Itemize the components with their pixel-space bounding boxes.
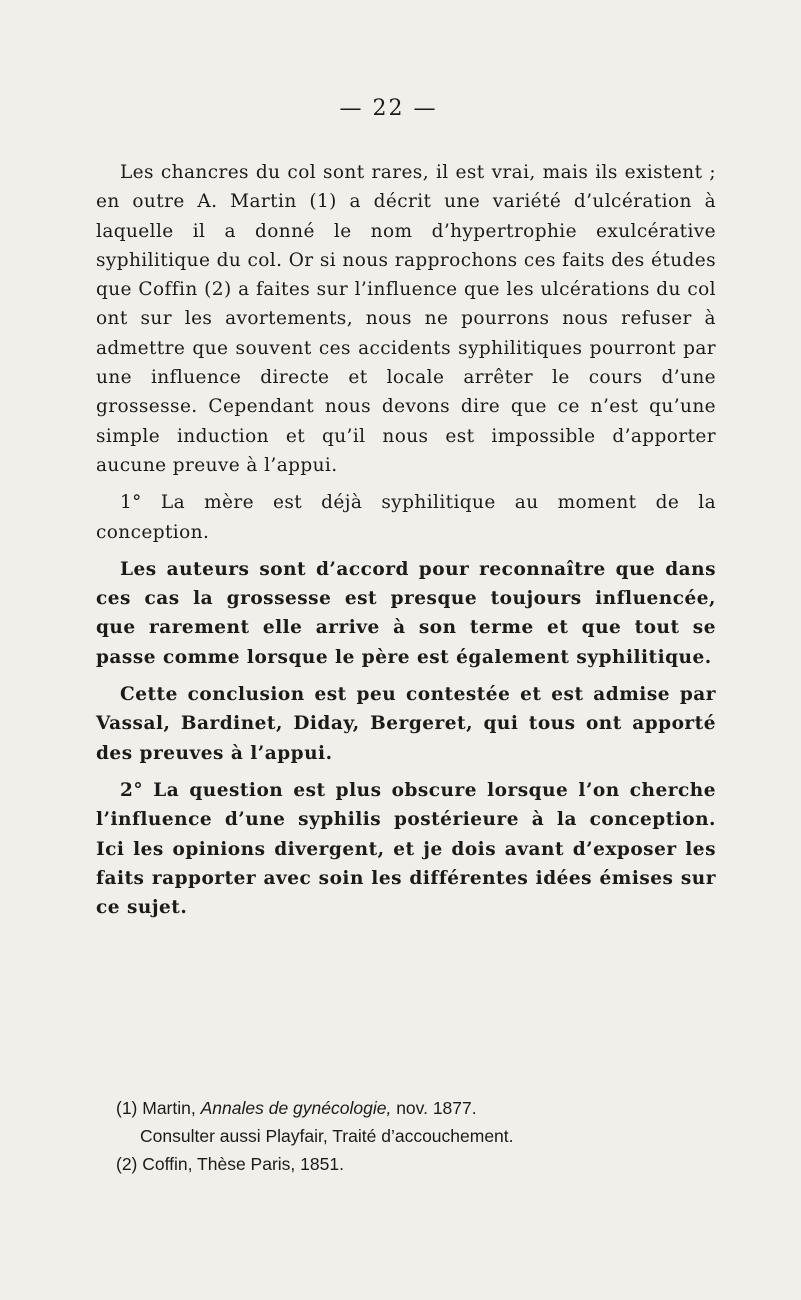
paragraph-conclusion: Cette conclusion est peu contestée et est admise par Vassal, Bardinet, Diday, Bergeret, qui tous ont apporté des preuves à l’appui.: [96, 684, 716, 764]
footnote-1-suffix: nov. 1877.: [396, 1098, 477, 1118]
body-text: [96, 158, 716, 922]
footnote-1: [116, 1094, 736, 1122]
footnote-1-journal: Annales de gynécologie,: [200, 1098, 392, 1118]
paragraph-auteurs: Les auteurs sont d’accord pour reconnaître que dans ces cas la grossesse est presque toujours influencée, que rarement elle arrive à son terme et que tout se passe comme lorsque le père est également syphilitique.: [96, 558, 716, 668]
page-number: — 22 —: [339, 96, 438, 121]
paragraph-section-1-heading: 1° La mère est déjà syphilitique au moment de la conception.: [96, 492, 716, 543]
paragraph-chancres: Les chancres du col sont rares, il est vrai, mais ils existent ; en outre A. Martin (1) a décrit une variété d’ulcération à laquelle il a donné le nom d’hypertrophie exulcérative syphilitique du col. Or si nous rapprochons ces faits des études que Coffin (2) a faites sur l’influence que les ulcérations du col ont sur les avortements, nous ne pourrons nous refuser à admettre que souvent ces accidents syphilitiques pourront par une influence directe et locale arrêter le cours d’une grossesse. Cependant nous devons dire que ce n’est qu’une simple induction et qu’il nous est impossible d’apporter aucune preuve à l’appui.: [96, 162, 716, 476]
footnote-1-prefix: (1) Martin,: [116, 1098, 196, 1118]
footnotes: [116, 1094, 736, 1178]
paragraph-section-2: 2° La question est plus obscure lorsque l’on cherche l’influence d’une syphilis postérieure à la conception. Ici les opinions divergent, et je dois avant d’exposer les faits rapporter avec soin les différentes idées émises sur ce sujet.: [96, 779, 716, 919]
footnote-2: (2) Coffin, Thèse Paris, 1851.: [116, 1154, 344, 1174]
footnote-1-continuation: Consulter aussi Playfair, Traité d’accouchement.: [140, 1126, 514, 1146]
